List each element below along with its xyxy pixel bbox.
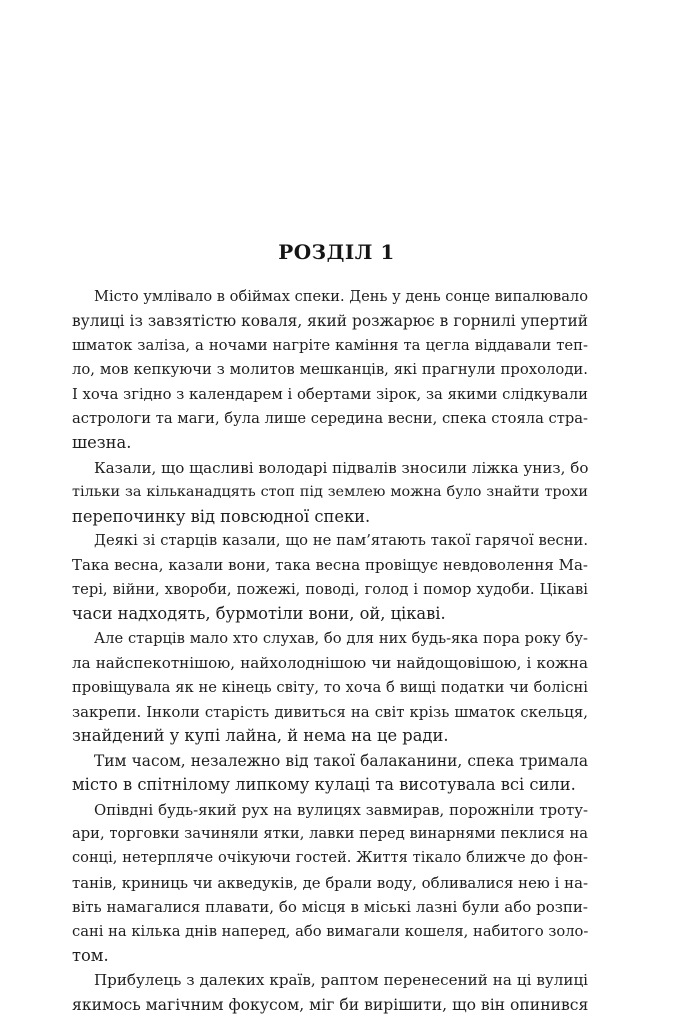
- text-line: Тим часом, незалежно від такої балаканини, спека тримала: [94, 751, 588, 770]
- paragraph-3: [72, 529, 588, 627]
- text-line: місто в спітнілому липкому кулаці та висотувала всі сили.: [72, 775, 576, 795]
- text-line: Деякі зі старців казали, що не пам’ятають такої гарячої весни.: [94, 532, 588, 550]
- text-line: часи надходять, бурмотіли вони, ой, цікаві.: [72, 604, 446, 624]
- text-line: Така весна, казали вони, така весна провіщує невдоволення Ма-: [72, 556, 588, 575]
- text-line: знайдений у купі лайна, й нема на це ради.: [72, 726, 449, 746]
- text-line: Прибулець з далеких країв, раптом перенесений на ці вулиці: [94, 971, 588, 990]
- text-line: том.: [72, 945, 109, 965]
- text-line: ла найспекотнішою, найхолоднішою чи найдощовішою, і кожна: [72, 654, 588, 673]
- paragraph-7: [72, 968, 588, 1017]
- text-line: провіщувала як не кінець світу, то хоча б вищі податки чи болісні: [72, 678, 588, 696]
- text-line: І хоча згідно з календарем і обертами зірок, за якими слідкували: [72, 385, 588, 403]
- text-line: сані на кілька днів наперед, або вимагали кошеля, набитого золо-: [72, 922, 589, 940]
- text-line: перепочинку від повсюдної спеки.: [72, 506, 371, 526]
- text-line: вулиці із завзятістю коваля, який розжарює в горнилі упертий: [72, 312, 588, 331]
- text-line: Казали, що щасливі володарі підвалів зносили ліжка униз, бо: [94, 458, 589, 477]
- text-line: Але старців мало хто слухав, бо для них будь-яка пора року бу-: [94, 629, 588, 647]
- paragraph-4: [72, 627, 588, 749]
- text-line: астрологи та маги, була лише середина весни, спека стояла стра-: [72, 410, 588, 428]
- text-line: шезна.: [72, 433, 132, 453]
- chapter-title: РОЗДІЛ 1: [278, 240, 395, 264]
- text-line: тері, війни, хвороби, пожежі, поводі, голод і помор худоби. Цікаві: [72, 580, 588, 598]
- chapter-body: [72, 285, 588, 1017]
- paragraph-2: [72, 456, 588, 529]
- text-line: якимось магічним фокусом, міг би вирішити, що він опинився: [72, 995, 589, 1014]
- text-line: Опівдні будь-який рух на вулицях завмирав, порожніли трoту-: [94, 800, 588, 819]
- text-line: віть намагалися плавати, бо місця в міські лазні були або розпи-: [72, 898, 588, 917]
- paragraph-1: [72, 285, 588, 456]
- text-line: ари, торговки зачиняли ятки, лавки перед винарнями пеклися на: [72, 824, 588, 842]
- paragraph-6: [72, 798, 588, 969]
- text-line: танів, криниць чи акведуків, де брали воду, обливалися нею і на-: [72, 873, 588, 892]
- paragraph-5: [72, 749, 588, 798]
- text-line: ло, мов кепкуючи з молитов мешканців, які прагнули прохолоди.: [72, 361, 588, 379]
- text-line: шматок заліза, а ночами нагріте каміння та цегла віддавали теп-: [72, 336, 588, 354]
- text-line: закрепи. Інколи старість дивиться на світ крізь шматок скельця,: [72, 702, 588, 721]
- text-line: сонці, нетерпляче очікуючи гостей. Життя тікало ближче до фон-: [72, 849, 588, 867]
- text-line: Місто умлівало в обіймах спеки. День у день сонце випалювало: [94, 288, 588, 305]
- text-line: тільки за кільканадцять стоп під землею можна було знайти трохи: [72, 484, 588, 501]
